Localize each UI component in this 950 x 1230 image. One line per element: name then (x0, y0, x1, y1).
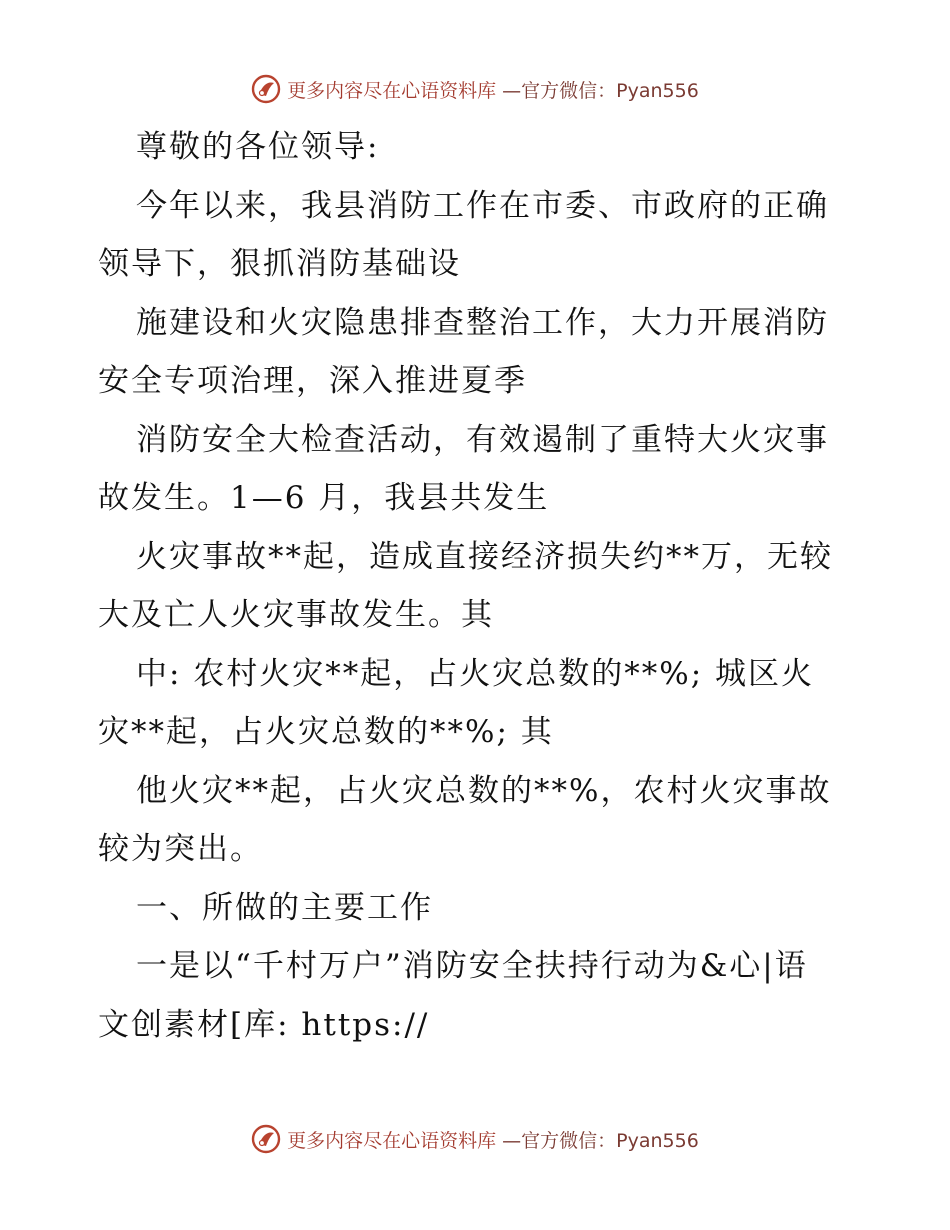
brand-logo-icon (251, 74, 281, 104)
footer-wechat-text: —官方微信：Pyan556 (502, 1129, 699, 1152)
paragraph-line: 施建设和火灾隐患排查整治工作，大力开展消防 (136, 304, 829, 341)
paragraph-line: 文创素材[库: https:// (98, 1006, 430, 1043)
document-body (98, 118, 858, 1054)
paragraph-line: 一是以“千村万户”消防安全扶持行动为&心|语 (136, 948, 808, 984)
header-watermark-banner (0, 74, 950, 104)
header-wechat-text: —官方微信：Pyan556 (502, 79, 699, 102)
paragraph-line: 领导下，狠抓消防基础设 (98, 246, 461, 282)
paragraph-line: 今年以来，我县消防工作在市委、市政府的正确 (136, 187, 829, 224)
footer-watermark-text: 更多内容尽在心语资料库 (287, 1129, 497, 1152)
brand-logo-icon (251, 1124, 281, 1154)
footer-watermark-banner (0, 1124, 950, 1154)
salutation-line: 尊敬的各位领导: (136, 129, 380, 165)
paragraph-line: 火灾事故**起，造成直接经济损失约**万，无较 (136, 538, 833, 575)
paragraph-line: 消防安全大检查活动，有效遏制了重特大火灾事 (136, 421, 829, 458)
paragraph-line: 大及亡人火灾事故发生。其 (98, 597, 494, 633)
paragraph-line: 灾**起，占火灾总数的**%; 其 (98, 714, 554, 750)
paragraph-line: 他火灾**起，占火灾总数的**%，农村火灾事故 (136, 772, 832, 809)
paragraph-line: 安全专项治理，深入推进夏季 (98, 363, 527, 399)
header-watermark-text: 更多内容尽在心语资料库 (287, 79, 497, 102)
paragraph-line: 故发生。1—6 月，我县共发生 (98, 480, 550, 516)
paragraph-line: 较为突出。 (98, 831, 263, 867)
section-heading: 一、所做的主要工作 (136, 889, 433, 926)
paragraph-line: 中: 农村火灾**起，占火灾总数的**%; 城区火 (136, 655, 815, 692)
